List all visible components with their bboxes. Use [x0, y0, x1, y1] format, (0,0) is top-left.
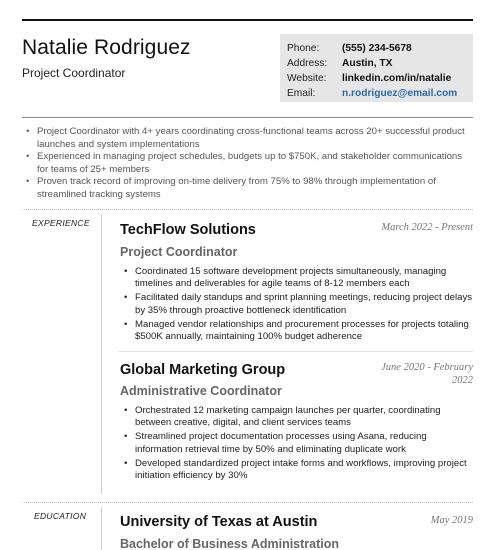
education-school: University of Texas at Austin	[120, 514, 318, 530]
contact-label: Phone:	[287, 43, 320, 54]
job-bullet: • Streamlined project documentation processes using Asana, reducing information retrieval time by 50% and eliminating duplicate work	[124, 431, 476, 456]
job-bullet: • Developed standardized project intake forms and workflows, improving project initiation efficiency by 30%	[124, 458, 476, 483]
job-bullets	[124, 266, 476, 345]
education-date: May 2019	[430, 515, 473, 526]
education-vertical-line	[101, 507, 102, 550]
contact-website	[287, 71, 473, 86]
education-section-label: EDUCATION	[34, 511, 87, 521]
job-date	[381, 362, 473, 387]
job-bullets	[124, 405, 476, 484]
job-bullet: • Orchestrated 12 marketing campaign launches per quarter, coordinating between creative, digital, and client services teams	[124, 405, 476, 430]
candidate-name: Natalie Rodriguez	[22, 36, 191, 59]
candidate-title: Project Coordinator	[22, 66, 126, 80]
top-rule	[22, 19, 473, 21]
job-role: Administrative Coordinator	[120, 384, 282, 398]
summary-list	[26, 126, 472, 202]
job-bullet: • Facilitated daily standups and sprint planning meetings, reducing project delays by 35% through proactive bottleneck identification	[124, 292, 476, 317]
job-divider	[118, 351, 473, 352]
address-value: Austin, TX	[342, 58, 393, 69]
website-link[interactable]: linkedin.com/in/natalie	[342, 73, 452, 84]
job-date-line: 2022	[452, 374, 473, 386]
section-divider	[22, 209, 473, 210]
summary-item: • Project Coordinator with 4+ years coordinating cross-functional teams across 20+ successful product launches and system implementations	[26, 126, 472, 151]
contact-email	[287, 86, 473, 101]
phone-value: (555) 234-5678	[342, 43, 412, 54]
job-company: TechFlow Solutions	[120, 222, 256, 238]
section-divider	[22, 502, 473, 503]
contact-label: Website:	[287, 73, 327, 84]
job-date: March 2022 - Present	[381, 222, 473, 233]
job-date-line: June 2020 - February	[381, 362, 473, 373]
job-bullet: • Managed vendor relationships and procurement processes for projects totaling $500K annually, maintaining 100% budget adherence	[124, 319, 476, 344]
contact-phone	[287, 41, 473, 56]
job-role: Project Coordinator	[120, 245, 238, 259]
contact-label: Address:	[287, 58, 328, 69]
email-link[interactable]: n.rodriguez@email.com	[342, 88, 458, 99]
job-bullet: • Coordinated 15 software development projects simultaneously, managing timelines and deliverables for agile teams of 8-12 members each	[124, 266, 476, 291]
summary-item: • Proven track record of improving on-time delivery from 75% to 98% through implementation of streamlined tracking systems	[26, 176, 472, 201]
contact-box	[280, 34, 473, 102]
contact-address	[287, 56, 473, 71]
job-company: Global Marketing Group	[120, 362, 286, 378]
header-divider	[22, 117, 473, 118]
summary-item: • Experienced in managing project schedules, budgets up to $750K, and stakeholder communications for teams of 25+ members	[26, 151, 472, 176]
education-degree: Bachelor of Business Administration	[120, 537, 340, 550]
contact-label: Email:	[287, 88, 316, 99]
experience-vertical-line	[101, 214, 102, 494]
experience-section-label: EXPERIENCE	[32, 218, 90, 228]
